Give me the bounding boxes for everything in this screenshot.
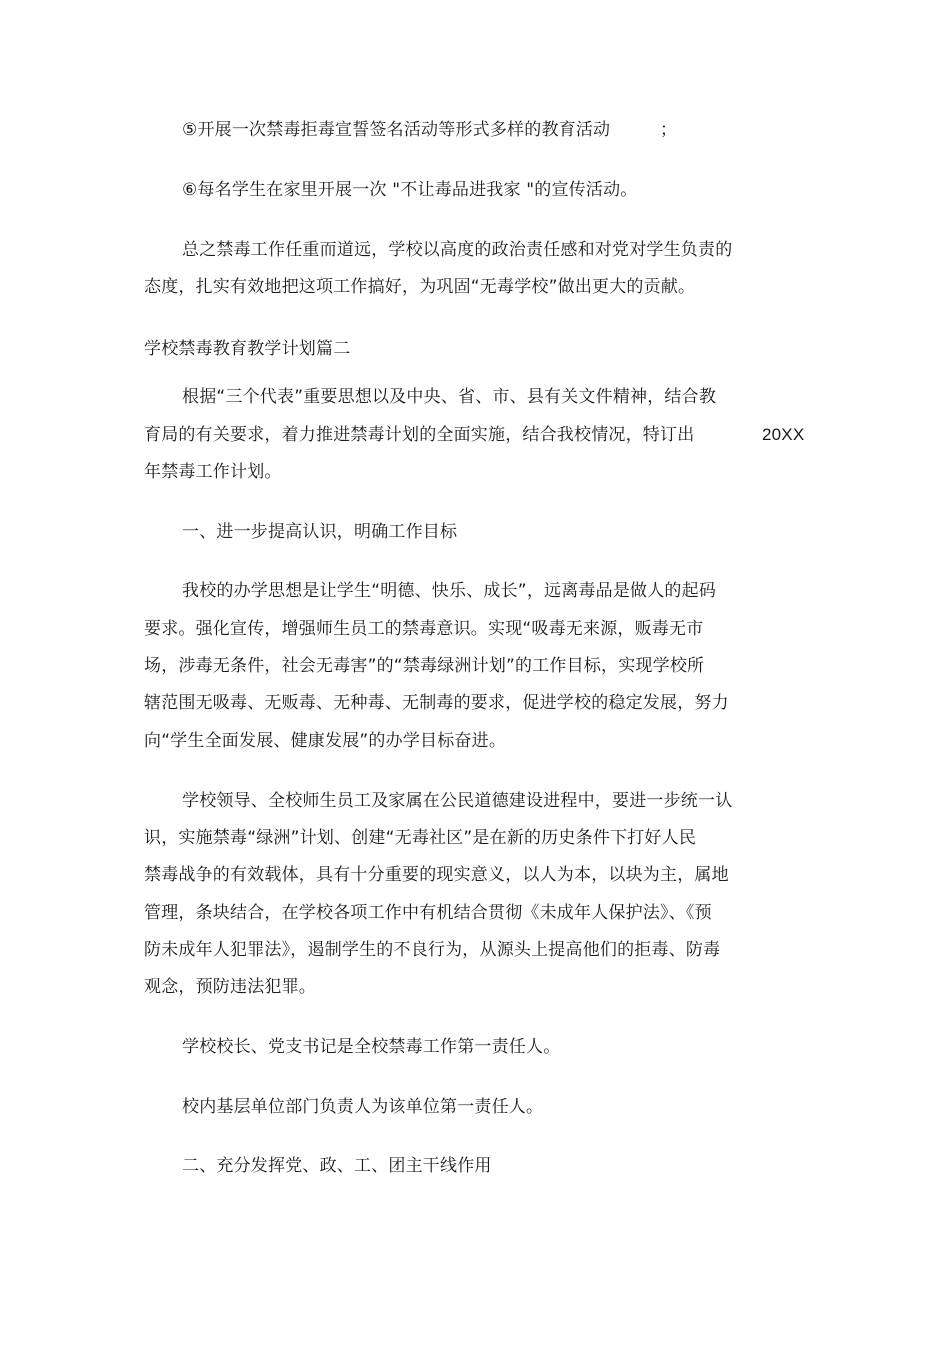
intro-line-2: 育局的有关要求，着力推进禁毒计划的全面实施，结合我校情况，特订出 bbox=[144, 425, 695, 445]
summary-line-1: 总之禁毒工作任重而道远，学校以高度的政治责任感和对党对学生负责的 bbox=[182, 240, 733, 260]
para2-line-4: 管理，条块结合，在学校各项工作中有机结合贯彻《未成年人保护法》、《预 bbox=[144, 903, 712, 923]
para2-line-6: 观念，预防违法犯罪。 bbox=[144, 977, 316, 997]
item-5 bbox=[182, 119, 610, 141]
section-title: 学校禁毒教育教学计划篇二 bbox=[144, 339, 351, 359]
heading-2: 二、充分发挥党、政、工、团主干线作用 bbox=[182, 1156, 492, 1176]
para1-line-1: 我校的办学思想是让学生“明德、快乐、成长”，远离毒品是做人的起码 bbox=[182, 581, 717, 601]
intro-line-3: 年禁毒工作计划。 bbox=[144, 462, 282, 482]
item-5-text: ⑤开展一次禁毒拒毒宣誓签名活动等形式多样的教育活动 bbox=[182, 120, 611, 140]
summary-line-2: 态度，扎实有效地把这项工作搞好，为巩固“无毒学校”做出更大的贡献。 bbox=[144, 277, 696, 297]
para3: 学校校长、党支书记是全校禁毒工作第一责任人。 bbox=[182, 1037, 561, 1057]
para1-line-2: 要求。强化宣传，增强师生员工的禁毒意识。实现“吸毒无来源，贩毒无市 bbox=[144, 619, 704, 639]
para2-line-5: 防未成年人犯罪法》，遏制学生的不良行为，从源头上提高他们的拒毒、防毒 bbox=[144, 940, 721, 960]
para4: 校内基层单位部门负责人为该单位第一责任人。 bbox=[182, 1097, 544, 1117]
para1-line-4: 辖范围无吸毒、无贩毒、无种毒、无制毒的要求，促进学校的稳定发展，努力 bbox=[144, 693, 729, 713]
item-6: ⑥每名学生在家里开展一次 "不让毒品进我家 "的宣传活动。 bbox=[182, 180, 638, 200]
para1-line-5: 向“学生全面发展、健康发展”的办学目标奋进。 bbox=[144, 731, 507, 751]
para1-line-3: 场，涉毒无条件，社会无毒害”的“禁毒绿洲计划”的工作目标，实现学校所 bbox=[144, 656, 705, 676]
para2-line-2: 识，实施禁毒“绿洲”计划、创建“无毒社区”是在新的历史条件下打好人民 bbox=[144, 828, 697, 848]
intro-line-1: 根据“三个代表”重要思想以及中央、省、市、县有关文件精神，结合教 bbox=[182, 387, 717, 407]
item-5-punctuation: ； bbox=[660, 120, 678, 140]
intro-year: 20XX bbox=[762, 425, 805, 444]
para2-line-1: 学校领导、全校师生员工及家属在公民道德建设进程中，要进一步统一认 bbox=[182, 791, 733, 811]
para2-line-3: 禁毒战争的有效载体，具有十分重要的现实意义，以人为本，以块为主，属地 bbox=[144, 865, 729, 885]
heading-1: 一、进一步提高认识，明确工作目标 bbox=[182, 522, 458, 542]
